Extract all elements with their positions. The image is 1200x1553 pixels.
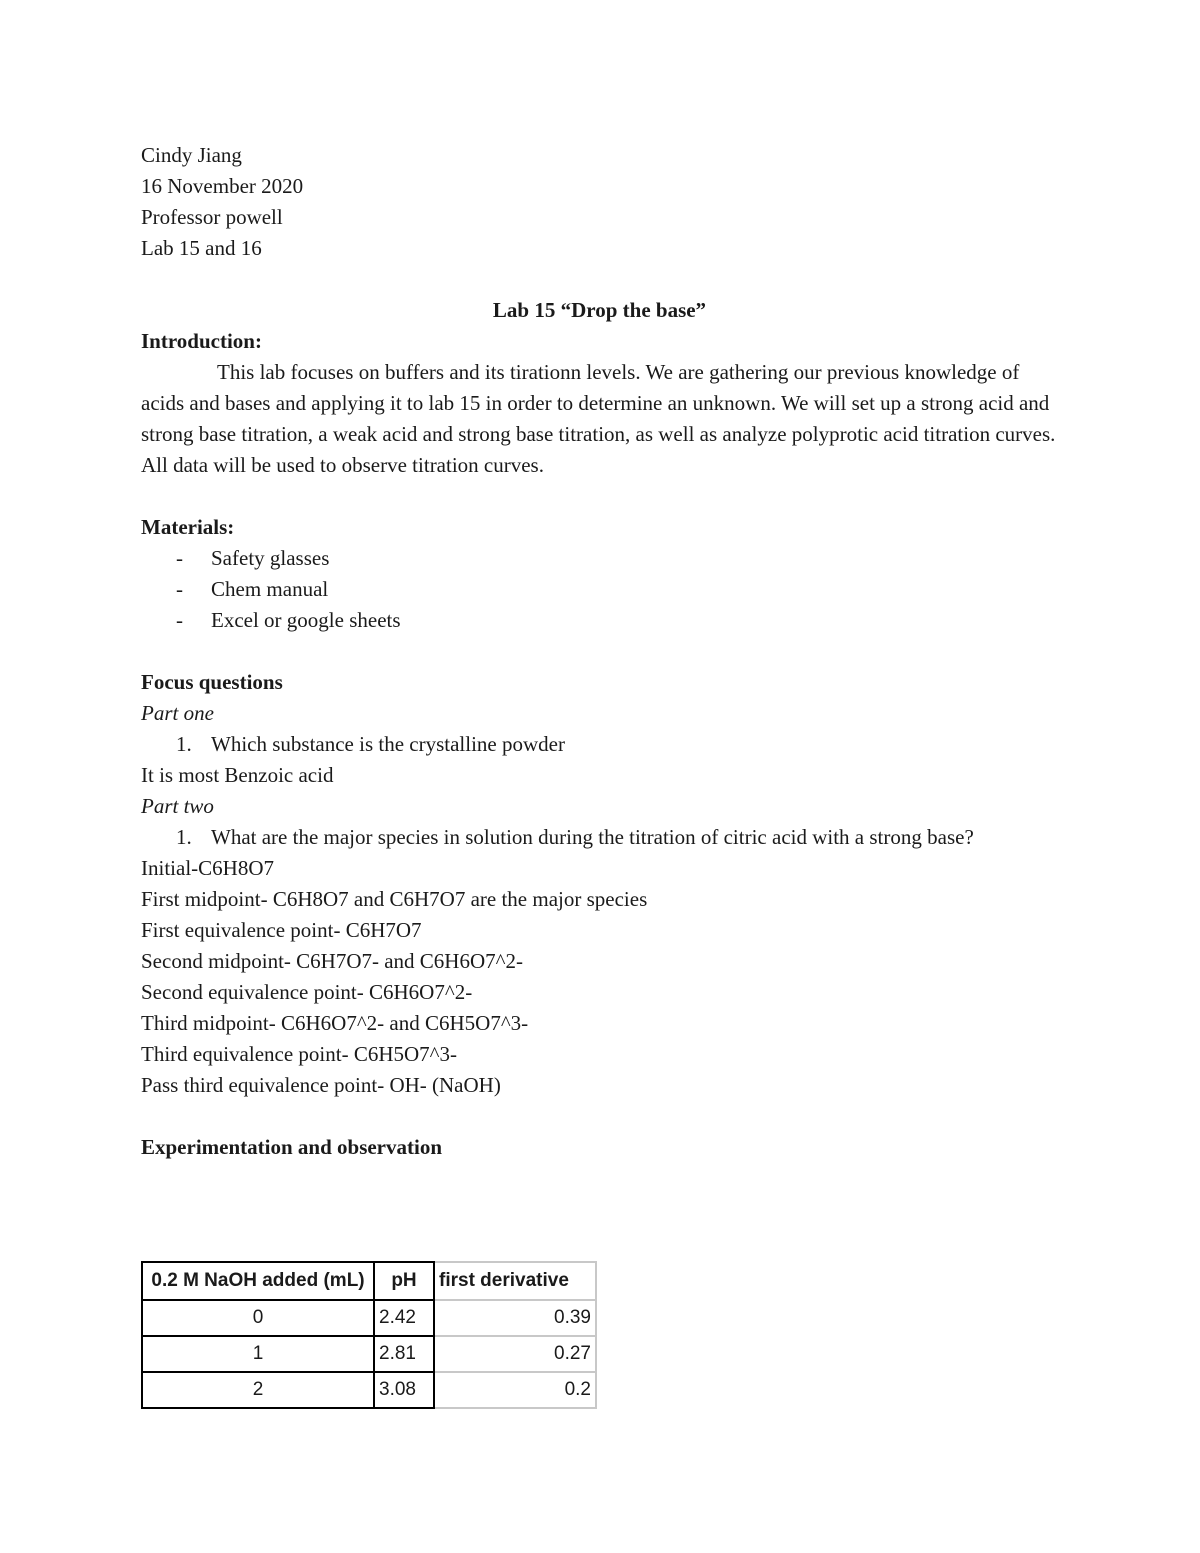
table-cell: 0.27: [434, 1336, 596, 1372]
table-cell: 2.42: [374, 1300, 434, 1336]
introduction-text: This lab focuses on buffers and its tirationn levels. We are gathering our previous knowledge of acids and bases and applying it to lab 15 in order to determine an unknown. We will set up a strong acid and strong base titration, a weak acid and strong base titration, as well as analyze polyprotic acid titration curves. All data will be used to observe titration curves.: [141, 360, 1056, 477]
table-row: [142, 1336, 596, 1372]
table-row: [142, 1372, 596, 1408]
question-text: Which substance is the crystalline powder: [211, 732, 565, 756]
species-line: Second midpoint- C6H7O7- and C6H6O7^2-: [141, 949, 523, 973]
materials-item-label: Safety glasses: [211, 546, 330, 570]
table-header-row: [142, 1262, 596, 1300]
professor-name: Professor powell: [141, 205, 283, 229]
experimentation-heading: Experimentation and observation: [141, 1135, 443, 1159]
author-name: Cindy Jiang: [141, 143, 242, 167]
table-cell: 0.2: [434, 1372, 596, 1408]
table-cell: 0.39: [434, 1300, 596, 1336]
species-line: First equivalence point- C6H7O7: [141, 918, 422, 942]
column-header: first derivative: [434, 1262, 596, 1300]
species-line: Second equivalence point- C6H6O7^2-: [141, 980, 473, 1004]
materials-item: [141, 605, 1071, 636]
introduction-heading: Introduction:: [141, 329, 262, 353]
table-cell: 1: [142, 1336, 374, 1372]
species-line: First midpoint- C6H8O7 and C6H7O7 are the major species: [141, 887, 648, 911]
bullet-dash: -: [176, 608, 183, 632]
species-line: Third midpoint- C6H6O7^2- and C6H5O7^3-: [141, 1011, 529, 1035]
question-text: What are the major species in solution during the titration of citric acid with a strong base?: [211, 825, 974, 849]
course-label: Lab 15 and 16: [141, 236, 262, 260]
table-cell: 2.81: [374, 1336, 434, 1372]
document-body: [141, 140, 1071, 1163]
bullet-dash: -: [176, 546, 183, 570]
species-line: Initial-C6H8O7: [141, 856, 274, 880]
document-date: 16 November 2020: [141, 174, 304, 198]
materials-heading: Materials:: [141, 515, 235, 539]
part-one-answer: It is most Benzoic acid: [141, 763, 334, 787]
document-title: Lab 15 “Drop the base”: [492, 298, 707, 322]
bullet-dash: -: [176, 577, 183, 601]
materials-item-label: Chem manual: [211, 577, 329, 601]
species-line: Third equivalence point- C6H5O7^3-: [141, 1042, 458, 1066]
part-two-question: [141, 822, 1091, 853]
column-header: 0.2 M NaOH added (mL): [142, 1262, 374, 1300]
question-number: 1.: [176, 825, 192, 849]
materials-item: [141, 543, 1071, 574]
part-one-label: Part one: [141, 701, 214, 725]
part-two-label: Part two: [141, 794, 214, 818]
table-cell: 0: [142, 1300, 374, 1336]
table-cell: 2: [142, 1372, 374, 1408]
titration-data-table: [141, 1261, 597, 1409]
materials-item-label: Excel or google sheets: [211, 608, 401, 632]
question-number: 1.: [176, 732, 192, 756]
part-one-question: [141, 729, 1091, 760]
focus-questions-heading: Focus questions: [141, 670, 283, 694]
materials-item: [141, 574, 1071, 605]
species-line: Pass third equivalence point- OH- (NaOH): [141, 1073, 501, 1097]
table-cell: 3.08: [374, 1372, 434, 1408]
table-row: [142, 1300, 596, 1336]
column-header: pH: [374, 1262, 434, 1300]
